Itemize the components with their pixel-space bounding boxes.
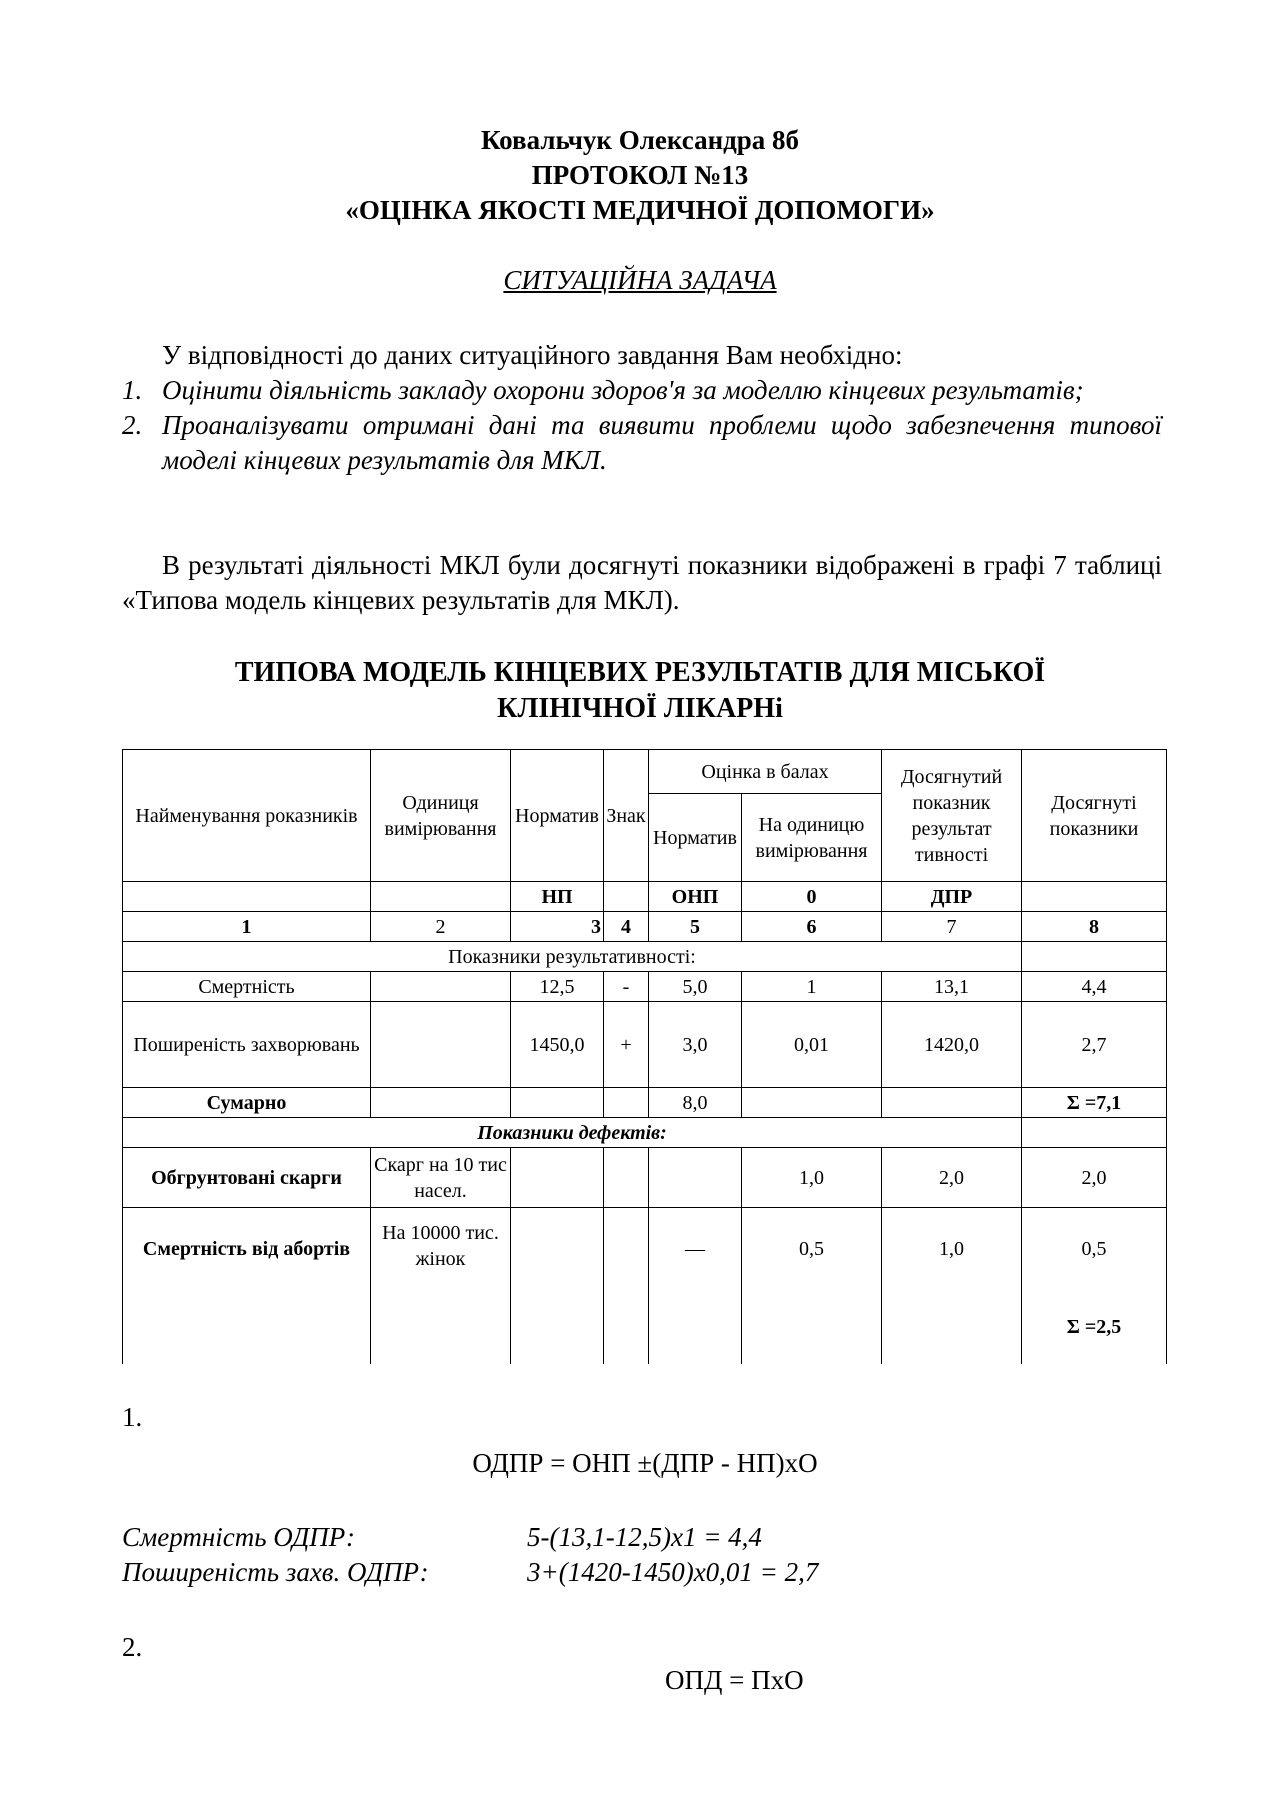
row-score-unit: 0,01 — [742, 1002, 882, 1088]
table-row — [123, 972, 1167, 1002]
row-score-norm: 3,0 — [649, 1002, 742, 1088]
calc-prevalence-value: 3+(1420-1450)х0,01 = 2,7 — [527, 1557, 819, 1587]
table-title-line-1: ТИПОВА МОДЕЛЬ КІНЦЕВИХ РЕЗУЛЬТАТІВ ДЛЯ МІСЬКОЇ — [234, 657, 1046, 688]
defects-sum: Σ =2,5 — [1066, 1316, 1122, 1338]
sum-score-norm: 8,0 — [649, 1088, 742, 1118]
task-item — [122, 408, 1162, 478]
row-score-norm: — — [649, 1208, 742, 1364]
task-item — [122, 373, 1162, 408]
code-score-norm: ОНП — [649, 882, 742, 912]
protocol-number: ПРОТОКОЛ №13 — [531, 160, 749, 190]
calc-prevalence — [122, 1557, 818, 1588]
header-score: Оцінка в балах — [649, 750, 882, 794]
section-results-row — [123, 942, 1167, 972]
row-score-unit: 1 — [742, 972, 882, 1002]
table-row — [123, 1148, 1167, 1208]
row-achieved: 2,0 — [1022, 1148, 1167, 1208]
col-number: 6 — [742, 912, 882, 942]
section-number-1: 1. — [122, 1402, 143, 1432]
row-norm: 1450,0 — [511, 1002, 604, 1088]
row-unit: Скарг на 10 тис насел. — [371, 1148, 511, 1208]
row-achieved-cell — [1022, 1208, 1167, 1364]
code-achieved-result: ДПР — [882, 882, 1022, 912]
row-score-unit: 1,0 — [742, 1148, 882, 1208]
row-achieved-result: 1,0 — [882, 1208, 1022, 1364]
section-defects-label: Показники дефектів: — [123, 1118, 1022, 1148]
row-name: Смертність — [123, 972, 371, 1002]
table-title-line-2: КЛІНІЧНОЇ ЛІКАРНі — [497, 693, 783, 724]
row-achieved: 0,5 — [1081, 1238, 1107, 1260]
row-unit — [371, 1002, 511, 1088]
table-codes-row — [123, 882, 1167, 912]
sum-achieved: Σ =7,1 — [1022, 1088, 1167, 1118]
row-achieved: 2,7 — [1022, 1002, 1167, 1088]
results-model-table — [122, 749, 1167, 1364]
row-name: Смертність від абортів — [123, 1208, 371, 1364]
table-title — [0, 655, 1280, 727]
task-intro: У відповідності до даних ситуаційного завдання Вам необхідно: — [162, 340, 903, 370]
row-sign: - — [604, 972, 649, 1002]
formula-opd: ОПД = ПхО — [665, 1665, 804, 1695]
task-item-number: 2. — [122, 410, 143, 440]
task-item-number: 1. — [122, 375, 143, 405]
row-score-norm — [649, 1148, 742, 1208]
row-achieved-result: 13,1 — [882, 972, 1022, 1002]
section-number-2: 2. — [122, 1632, 143, 1662]
row-unit: На 10000 тис. жінок — [371, 1208, 511, 1364]
table-column-numbers-row — [123, 912, 1167, 942]
header-score-unit: На одиницю вимірювання — [742, 794, 882, 882]
row-sign: + — [604, 1002, 649, 1088]
sum-row — [123, 1088, 1167, 1118]
task-list — [122, 373, 1162, 478]
row-achieved-result: 2,0 — [882, 1148, 1022, 1208]
col-number: 5 — [649, 912, 742, 942]
col-number: 8 — [1022, 912, 1167, 942]
author-name: Ковальчук Олександра 8б — [480, 125, 800, 155]
calc-mortality-value: 5-(13,1-12,5)х1 = 4,4 — [527, 1522, 762, 1552]
protocol-title: «ОЦІНКА ЯКОСТІ МЕДИЧНОЇ ДОПОМОГИ» — [345, 195, 935, 225]
calc-mortality — [122, 1522, 762, 1553]
header-name: Найменування роказників — [123, 750, 371, 882]
code-score-unit: 0 — [742, 882, 882, 912]
row-score-norm: 5,0 — [649, 972, 742, 1002]
header-achieved-result: Досягнутий показник результат тивності — [882, 750, 1022, 882]
calc-mortality-label: Смертність ОДПР: — [122, 1522, 355, 1552]
task-title: СИТУАЦІЙНА ЗАДАЧА — [503, 265, 777, 295]
row-unit — [371, 972, 511, 1002]
task-item-text: Проаналізувати отримані дані та виявити проблеми щодо забезпечення типової моделі кінцевих результатів для МКЛ. — [162, 410, 1162, 475]
code-norm: НП — [511, 882, 604, 912]
header-sign: Знак — [604, 750, 649, 882]
row-name: Поширеність захворювань — [123, 1002, 371, 1088]
table-row — [123, 1002, 1167, 1088]
table-row — [123, 1208, 1167, 1364]
task-item-text: Оцінити діяльність закладу охорони здоров'я за моделлю кінцевих результатів; — [162, 375, 1084, 405]
section-results-label: Показники результативності: — [123, 942, 1022, 972]
col-number: 1 — [123, 912, 371, 942]
col-number: 3 — [511, 912, 604, 942]
row-norm: 12,5 — [511, 972, 604, 1002]
row-score-unit: 0,5 — [742, 1208, 882, 1364]
result-paragraph: В результаті діяльності МКЛ були досягнуті показники відображені в графі 7 таблиці «Типова модель кінцевих результатів для МКЛ). — [122, 550, 1162, 615]
header-unit: Одиниця вимірювання — [371, 750, 511, 882]
col-number: 7 — [882, 912, 1022, 942]
row-achieved-result: 1420,0 — [882, 1002, 1022, 1088]
table-header-row — [123, 750, 1167, 794]
header-score-norm: Норматив — [649, 794, 742, 882]
col-number: 4 — [604, 912, 649, 942]
header-achieved: Досягнуті показники — [1022, 750, 1167, 882]
row-name: Обгрунтовані скарги — [123, 1148, 371, 1208]
calc-prevalence-label: Поширеність захв. ОДПР: — [122, 1557, 429, 1587]
row-achieved: 4,4 — [1022, 972, 1167, 1002]
header-norm: Норматив — [511, 750, 604, 882]
formula-odpr: ОДПР = ОНП ±(ДПР - НП)хО — [472, 1448, 818, 1478]
section-defects-row — [123, 1118, 1167, 1148]
sum-label: Сумарно — [123, 1088, 371, 1118]
col-number: 2 — [371, 912, 511, 942]
